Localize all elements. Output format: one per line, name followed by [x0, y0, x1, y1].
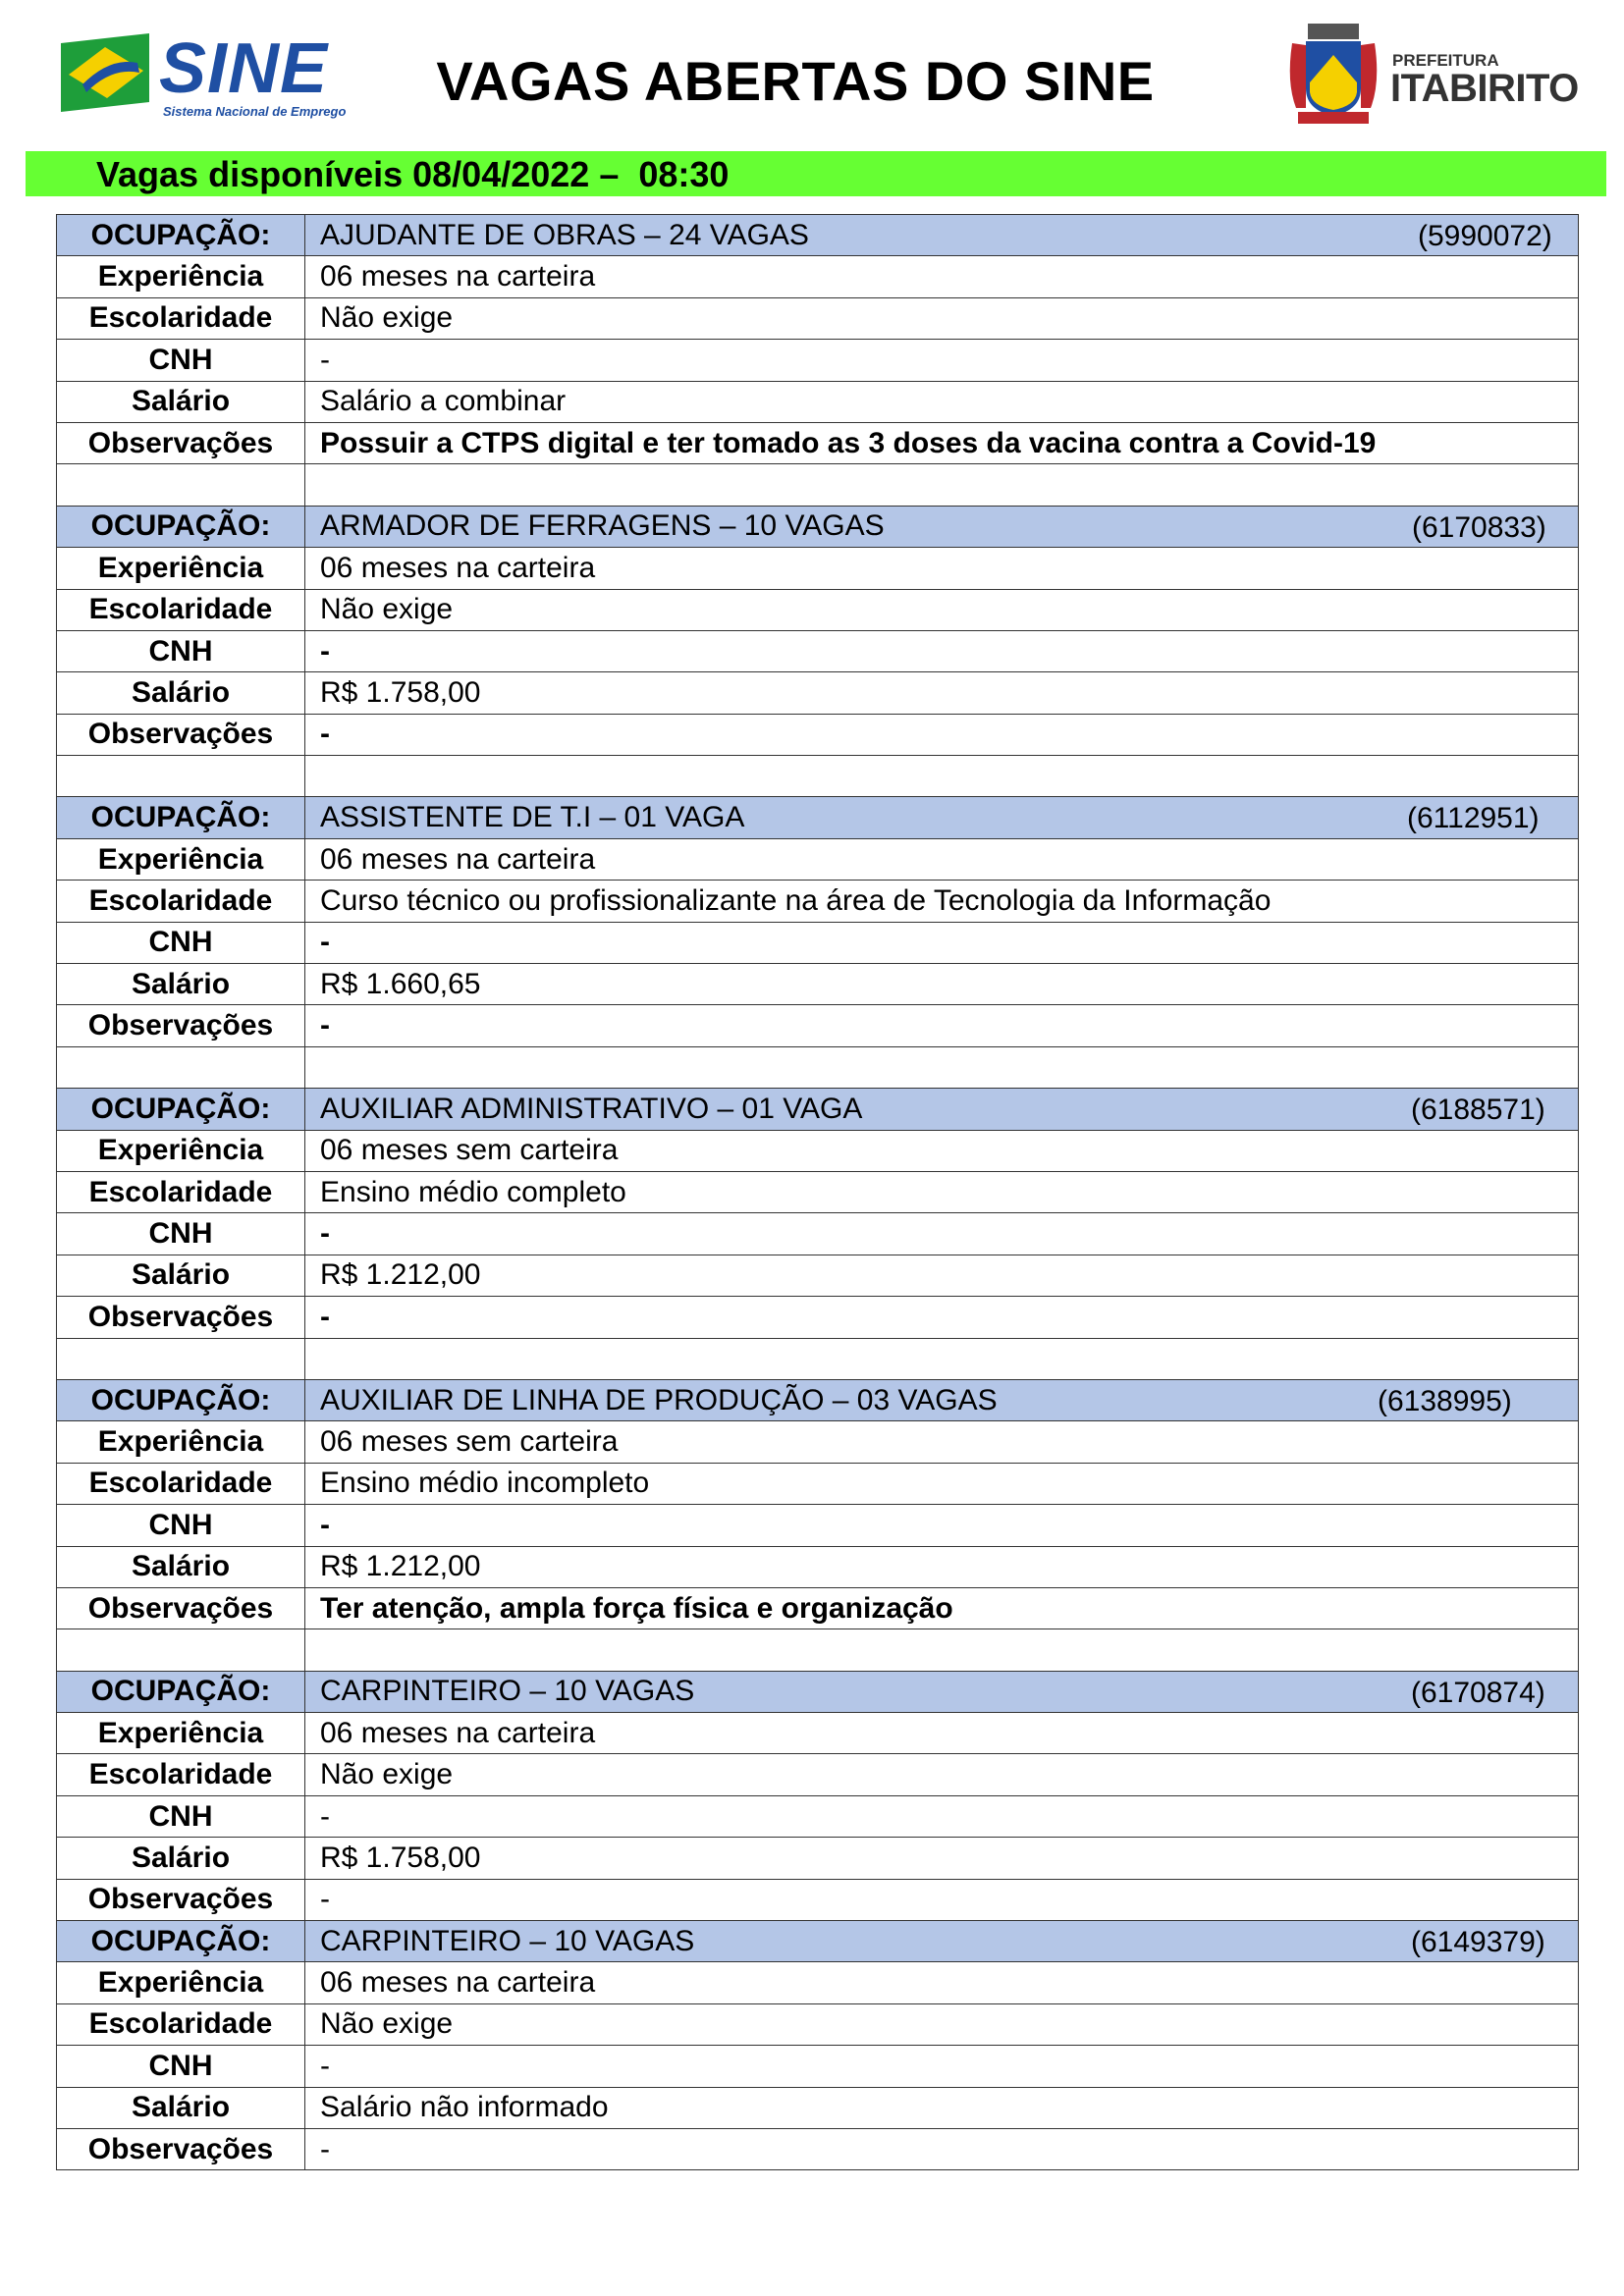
cnh-label: CNH — [57, 922, 305, 963]
jobs-table — [56, 214, 1579, 2170]
spacer-row — [57, 756, 1579, 797]
salario-value: R$ 1.758,00 — [305, 672, 1579, 714]
cnh-label: CNH — [57, 630, 305, 671]
occupation-title: ARMADOR DE FERRAGENS – 10 VAGAS — [320, 509, 885, 543]
observacoes-label: Observações — [57, 422, 305, 463]
observacoes-label: Observações — [57, 1587, 305, 1629]
occupation-code: (6170833) — [1412, 510, 1546, 544]
observacoes-value: - — [305, 1297, 1579, 1338]
salario-label: Salário — [57, 1838, 305, 1879]
cnh-label: CNH — [57, 1213, 305, 1255]
experiencia-value: 06 meses na carteira — [305, 838, 1579, 880]
occupation-cell — [305, 1379, 1579, 1420]
occupation-label: OCUPAÇÃO: — [57, 1089, 305, 1130]
occupation-cell — [305, 797, 1579, 838]
salario-label: Salário — [57, 672, 305, 714]
escolaridade-label: Escolaridade — [57, 1754, 305, 1795]
spacer-row — [57, 464, 1579, 506]
sine-logo — [61, 27, 346, 126]
job-occupation-row — [57, 506, 1579, 547]
date-banner-text: Vagas disponíveis 08/04/2022 – 08:30 — [96, 154, 730, 194]
job-row-salario — [57, 1255, 1579, 1296]
experiencia-label: Experiência — [57, 1713, 305, 1754]
occupation-label: OCUPAÇÃO: — [57, 506, 305, 547]
cnh-value: - — [305, 340, 1579, 381]
escolaridade-value: Ensino médio incompleto — [305, 1463, 1579, 1504]
job-occupation-row — [57, 215, 1579, 256]
job-row-observacoes — [57, 422, 1579, 463]
experiencia-label: Experiência — [57, 1421, 305, 1463]
sine-logo-text: SINE — [159, 29, 329, 108]
salario-value: R$ 1.758,00 — [305, 1838, 1579, 1879]
experiencia-label: Experiência — [57, 1130, 305, 1171]
job-row-escolaridade — [57, 297, 1579, 339]
job-row-salario — [57, 2087, 1579, 2128]
occupation-title: ASSISTENTE DE T.I – 01 VAGA — [320, 801, 745, 834]
job-occupation-row — [57, 1921, 1579, 1962]
escolaridade-label: Escolaridade — [57, 2003, 305, 2045]
experiencia-value: 06 meses na carteira — [305, 256, 1579, 297]
job-row-observacoes — [57, 1879, 1579, 1920]
occupation-cell — [305, 1089, 1579, 1130]
experiencia-label: Experiência — [57, 548, 305, 589]
prefeitura-label: PREFEITURA — [1392, 51, 1499, 70]
occupation-title: CARPINTEIRO – 10 VAGAS — [320, 1924, 695, 1957]
occupation-cell — [305, 1921, 1579, 1962]
job-row-cnh — [57, 922, 1579, 963]
page-title: VAGAS ABERTAS DO SINE — [436, 50, 1155, 112]
occupation-label: OCUPAÇÃO: — [57, 1379, 305, 1420]
job-row-escolaridade — [57, 1463, 1579, 1504]
job-row-cnh — [57, 340, 1579, 381]
job-occupation-row — [57, 797, 1579, 838]
occupation-title: AUXILIAR ADMINISTRATIVO – 01 VAGA — [320, 1092, 863, 1125]
occupation-code: (6188571) — [1411, 1094, 1545, 1127]
salario-value: Salário não informado — [305, 2087, 1579, 2128]
job-row-experiencia — [57, 1421, 1579, 1463]
job-row-escolaridade — [57, 1754, 1579, 1795]
job-row-experiencia — [57, 1962, 1579, 2003]
cnh-label: CNH — [57, 340, 305, 381]
experiencia-label: Experiência — [57, 838, 305, 880]
occupation-code: (6138995) — [1378, 1384, 1512, 1417]
salario-label: Salário — [57, 2087, 305, 2128]
escolaridade-value: Curso técnico ou profissionalizante na área de Tecnologia da Informação — [305, 881, 1579, 922]
job-row-cnh — [57, 2046, 1579, 2087]
observacoes-value: - — [305, 1005, 1579, 1046]
salario-label: Salário — [57, 964, 305, 1005]
job-row-observacoes — [57, 2128, 1579, 2169]
page-header — [0, 0, 1624, 147]
observacoes-value: Ter atenção, ampla força física e organização — [305, 1587, 1579, 1629]
cnh-value: - — [305, 630, 1579, 671]
escolaridade-label: Escolaridade — [57, 589, 305, 630]
job-row-experiencia — [57, 548, 1579, 589]
observacoes-label: Observações — [57, 1297, 305, 1338]
cnh-value: - — [305, 2046, 1579, 2087]
cnh-value: - — [305, 922, 1579, 963]
job-row-cnh — [57, 1795, 1579, 1837]
job-occupation-row — [57, 1089, 1579, 1130]
occupation-code: (6112951) — [1407, 802, 1540, 835]
occupation-title: AJUDANTE DE OBRAS – 24 VAGAS — [320, 218, 809, 251]
job-row-salario — [57, 381, 1579, 422]
cnh-value: - — [305, 1505, 1579, 1546]
cnh-label: CNH — [57, 1795, 305, 1837]
job-row-cnh — [57, 630, 1579, 671]
salario-value: R$ 1.212,00 — [305, 1255, 1579, 1296]
occupation-label: OCUPAÇÃO: — [57, 215, 305, 256]
escolaridade-value: Não exige — [305, 297, 1579, 339]
experiencia-value: 06 meses na carteira — [305, 1713, 1579, 1754]
job-row-experiencia — [57, 1130, 1579, 1171]
observacoes-value: Possuir a CTPS digital e ter tomado as 3 doses da vacina contra a Covid-19 — [305, 422, 1579, 463]
job-row-experiencia — [57, 256, 1579, 297]
occupation-title: CARPINTEIRO – 10 VAGAS — [320, 1675, 695, 1708]
observacoes-value: - — [305, 2128, 1579, 2169]
occupation-title: AUXILIAR DE LINHA DE PRODUÇÃO – 03 VAGAS — [320, 1383, 998, 1416]
date-banner — [26, 151, 1606, 196]
observacoes-label: Observações — [57, 1005, 305, 1046]
prefeitura-logo — [1286, 24, 1579, 126]
brazil-flag-icon — [61, 33, 149, 112]
job-row-observacoes — [57, 1297, 1579, 1338]
job-row-escolaridade — [57, 1171, 1579, 1212]
salario-value: Salário a combinar — [305, 381, 1579, 422]
city-name: ITABIRITO — [1390, 67, 1579, 110]
experiencia-value: 06 meses na carteira — [305, 548, 1579, 589]
occupation-label: OCUPAÇÃO: — [57, 1671, 305, 1712]
job-row-escolaridade — [57, 881, 1579, 922]
sine-logo-subtitle: Sistema Nacional de Emprego — [163, 104, 347, 119]
cnh-value: - — [305, 1795, 1579, 1837]
escolaridade-value: Não exige — [305, 589, 1579, 630]
escolaridade-label: Escolaridade — [57, 297, 305, 339]
job-row-salario — [57, 1546, 1579, 1587]
salario-label: Salário — [57, 381, 305, 422]
job-row-cnh — [57, 1505, 1579, 1546]
cnh-label: CNH — [57, 1505, 305, 1546]
escolaridade-label: Escolaridade — [57, 881, 305, 922]
cnh-value: - — [305, 1213, 1579, 1255]
salario-label: Salário — [57, 1546, 305, 1587]
job-row-cnh — [57, 1213, 1579, 1255]
observacoes-label: Observações — [57, 714, 305, 755]
spacer-row — [57, 1629, 1579, 1671]
salario-value: R$ 1.660,65 — [305, 964, 1579, 1005]
job-row-escolaridade — [57, 589, 1579, 630]
observacoes-value: - — [305, 1879, 1579, 1920]
job-occupation-row — [57, 1379, 1579, 1420]
observacoes-label: Observações — [57, 1879, 305, 1920]
occupation-code: (5990072) — [1418, 220, 1552, 252]
job-row-observacoes — [57, 1005, 1579, 1046]
job-row-salario — [57, 1838, 1579, 1879]
experiencia-value: 06 meses sem carteira — [305, 1130, 1579, 1171]
job-occupation-row — [57, 1671, 1579, 1712]
observacoes-value: - — [305, 714, 1579, 755]
occupation-cell — [305, 506, 1579, 547]
observacoes-label: Observações — [57, 2128, 305, 2169]
escolaridade-value: Ensino médio completo — [305, 1171, 1579, 1212]
job-row-salario — [57, 964, 1579, 1005]
job-row-observacoes — [57, 714, 1579, 755]
escolaridade-value: Não exige — [305, 1754, 1579, 1795]
occupation-cell — [305, 215, 1579, 256]
cnh-label: CNH — [57, 2046, 305, 2087]
escolaridade-label: Escolaridade — [57, 1463, 305, 1504]
occupation-cell — [305, 1671, 1579, 1712]
escolaridade-label: Escolaridade — [57, 1171, 305, 1212]
salario-value: R$ 1.212,00 — [305, 1546, 1579, 1587]
occupation-label: OCUPAÇÃO: — [57, 797, 305, 838]
coat-of-arms-icon — [1286, 24, 1380, 126]
spacer-row — [57, 1338, 1579, 1379]
salario-label: Salário — [57, 1255, 305, 1296]
escolaridade-value: Não exige — [305, 2003, 1579, 2045]
job-row-experiencia — [57, 1713, 1579, 1754]
experiencia-value: 06 meses sem carteira — [305, 1421, 1579, 1463]
experiencia-label: Experiência — [57, 1962, 305, 2003]
job-row-salario — [57, 672, 1579, 714]
job-row-observacoes — [57, 1587, 1579, 1629]
job-row-experiencia — [57, 838, 1579, 880]
spacer-row — [57, 1046, 1579, 1088]
occupation-code: (6170874) — [1411, 1676, 1545, 1709]
job-row-escolaridade — [57, 2003, 1579, 2045]
experiencia-value: 06 meses na carteira — [305, 1962, 1579, 2003]
occupation-code: (6149379) — [1411, 1926, 1545, 1959]
occupation-label: OCUPAÇÃO: — [57, 1921, 305, 1962]
experiencia-label: Experiência — [57, 256, 305, 297]
